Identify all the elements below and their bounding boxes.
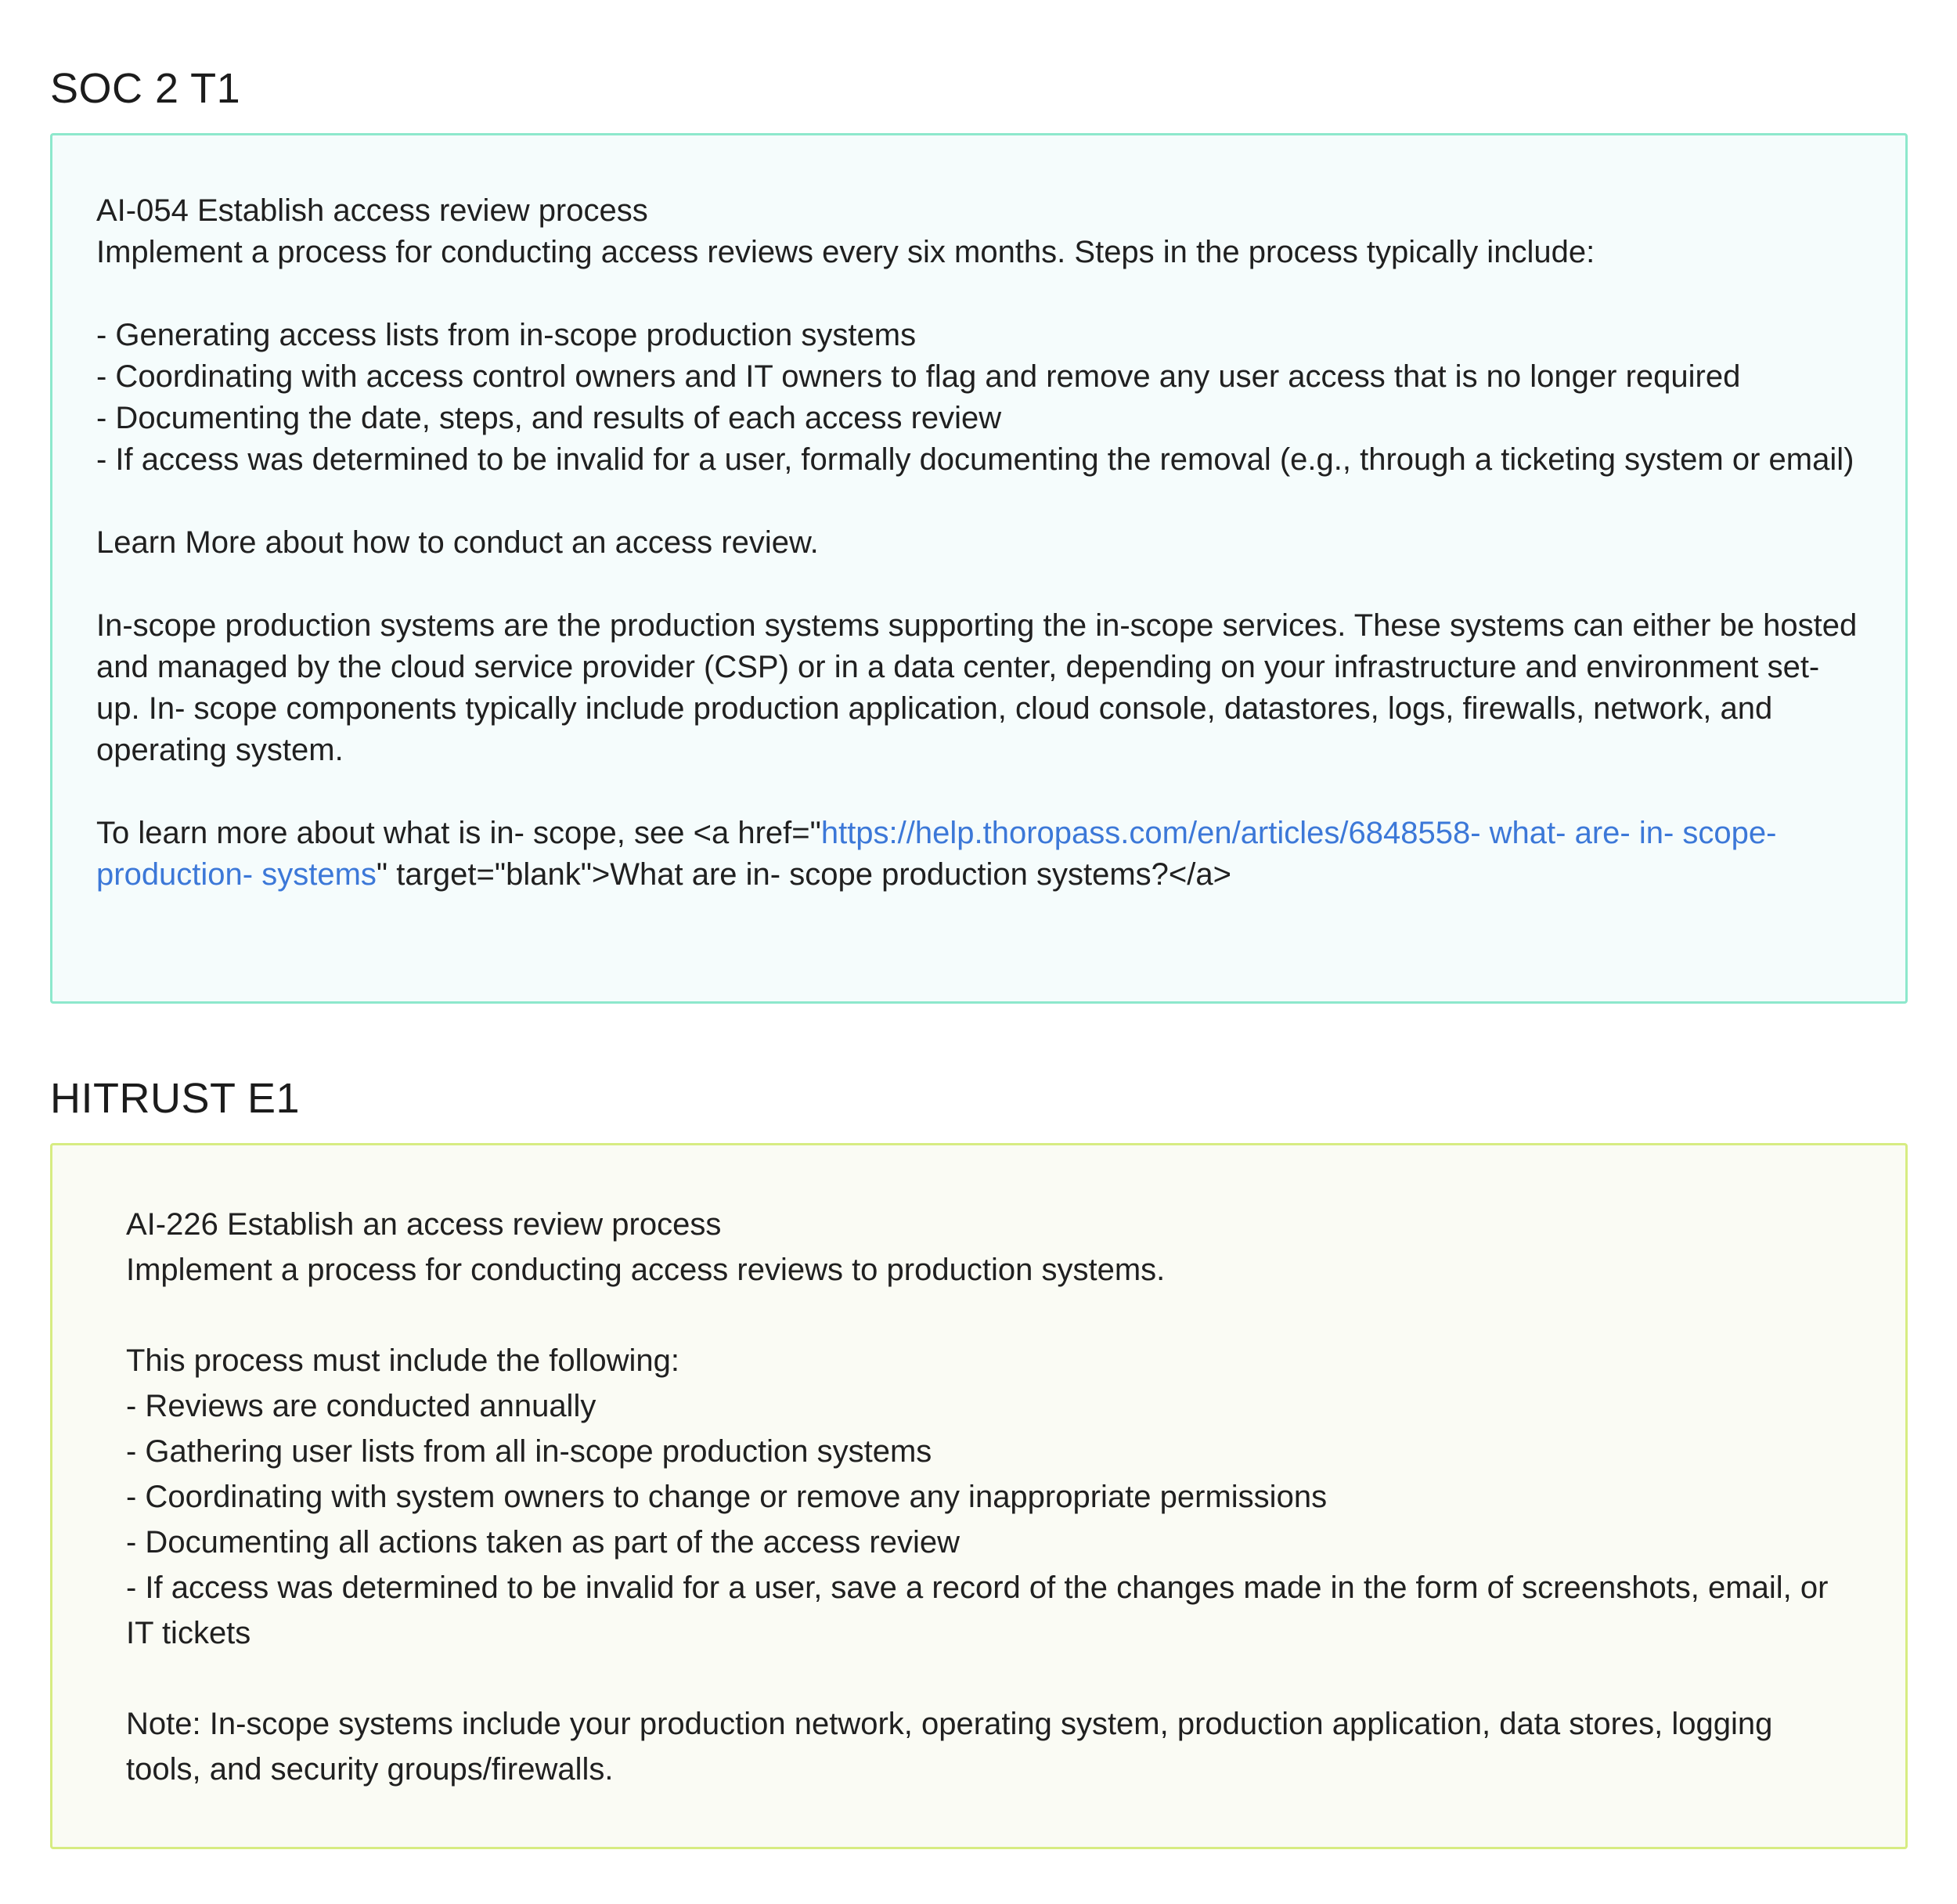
hitrust-intro: Implement a process for conducting access reviews to production systems. — [126, 1253, 1166, 1287]
soc2-intro: Implement a process for conducting access reviews every six months. Steps in the process typically include: — [96, 235, 1595, 269]
soc2-learn-more: Learn More about how to conduct an access review. — [96, 525, 819, 560]
hitrust-requirement: - Reviews are conducted annually — [126, 1389, 596, 1423]
soc2-step: - Coordinating with access control owners and IT owners to flag and remove any user access that is no longer required — [96, 359, 1741, 394]
spacer — [96, 481, 1861, 522]
spacer — [96, 564, 1861, 605]
hitrust-note: Note: In-scope systems include your production network, operating system, production application, data stores, logging tools, and security groups/firewalls. — [126, 1707, 1782, 1787]
hitrust-requirement: - Gathering user lists from all in-scope production systems — [126, 1434, 932, 1469]
spacer — [126, 1656, 1832, 1701]
hitrust-section-title: HITRUST E1 — [50, 1075, 301, 1122]
soc2-step: - Documenting the date, steps, and results of each access review — [96, 401, 1002, 435]
hitrust-requirement: - Coordinating with system owners to change or remove any inappropriate permissions — [126, 1480, 1328, 1514]
hitrust-control-body — [126, 1202, 1837, 1792]
soc2-control-body — [96, 190, 1866, 896]
soc2-scope-article-link[interactable]: https://help.thoropass.com/en/articles/6848558- what- are- in- scope- production- systems — [96, 816, 1786, 892]
soc2-step: - Generating access lists from in-scope production systems — [96, 318, 917, 352]
soc2-step: - If access was determined to be invalid for a user, formally documenting the removal (e.g., through a ticketing system or email) — [96, 442, 1854, 477]
soc2-scope-link-suffix: " target="blank">What are in- scope production systems?</a> — [376, 857, 1231, 892]
soc2-section-title: SOC 2 T1 — [50, 65, 241, 112]
hitrust-requirement: - Documenting all actions taken as part of the access review — [126, 1525, 960, 1560]
soc2-control-card — [50, 133, 1908, 1004]
hitrust-control-heading: AI-226 Establish an access review process — [126, 1207, 722, 1242]
hitrust-requirement: - If access was determined to be invalid for a user, save a record of the changes made in the form of screenshots, email, or IT tickets — [126, 1570, 1837, 1650]
spacer — [96, 771, 1861, 813]
spacer — [96, 273, 1861, 315]
soc2-scope-link-prefix: To learn more about what is in- scope, see <a href=" — [96, 816, 821, 850]
soc2-control-heading: AI-054 Establish access review process — [96, 193, 648, 228]
soc2-scope-link-line — [96, 813, 1861, 896]
soc2-scope-paragraph: In-scope production systems are the production systems supporting the in-scope services. These systems can either be hosted and managed by the cloud service provider (CSP) or in a data center, depending on your infrastructure and environment set- up. In- scope components typically include production application, cloud console, datastores, logs, firewalls, network, and operating system. — [96, 608, 1866, 767]
spacer — [126, 1293, 1832, 1338]
hitrust-requirements-heading: This process must include the following: — [126, 1343, 679, 1378]
hitrust-control-card — [50, 1143, 1908, 1849]
